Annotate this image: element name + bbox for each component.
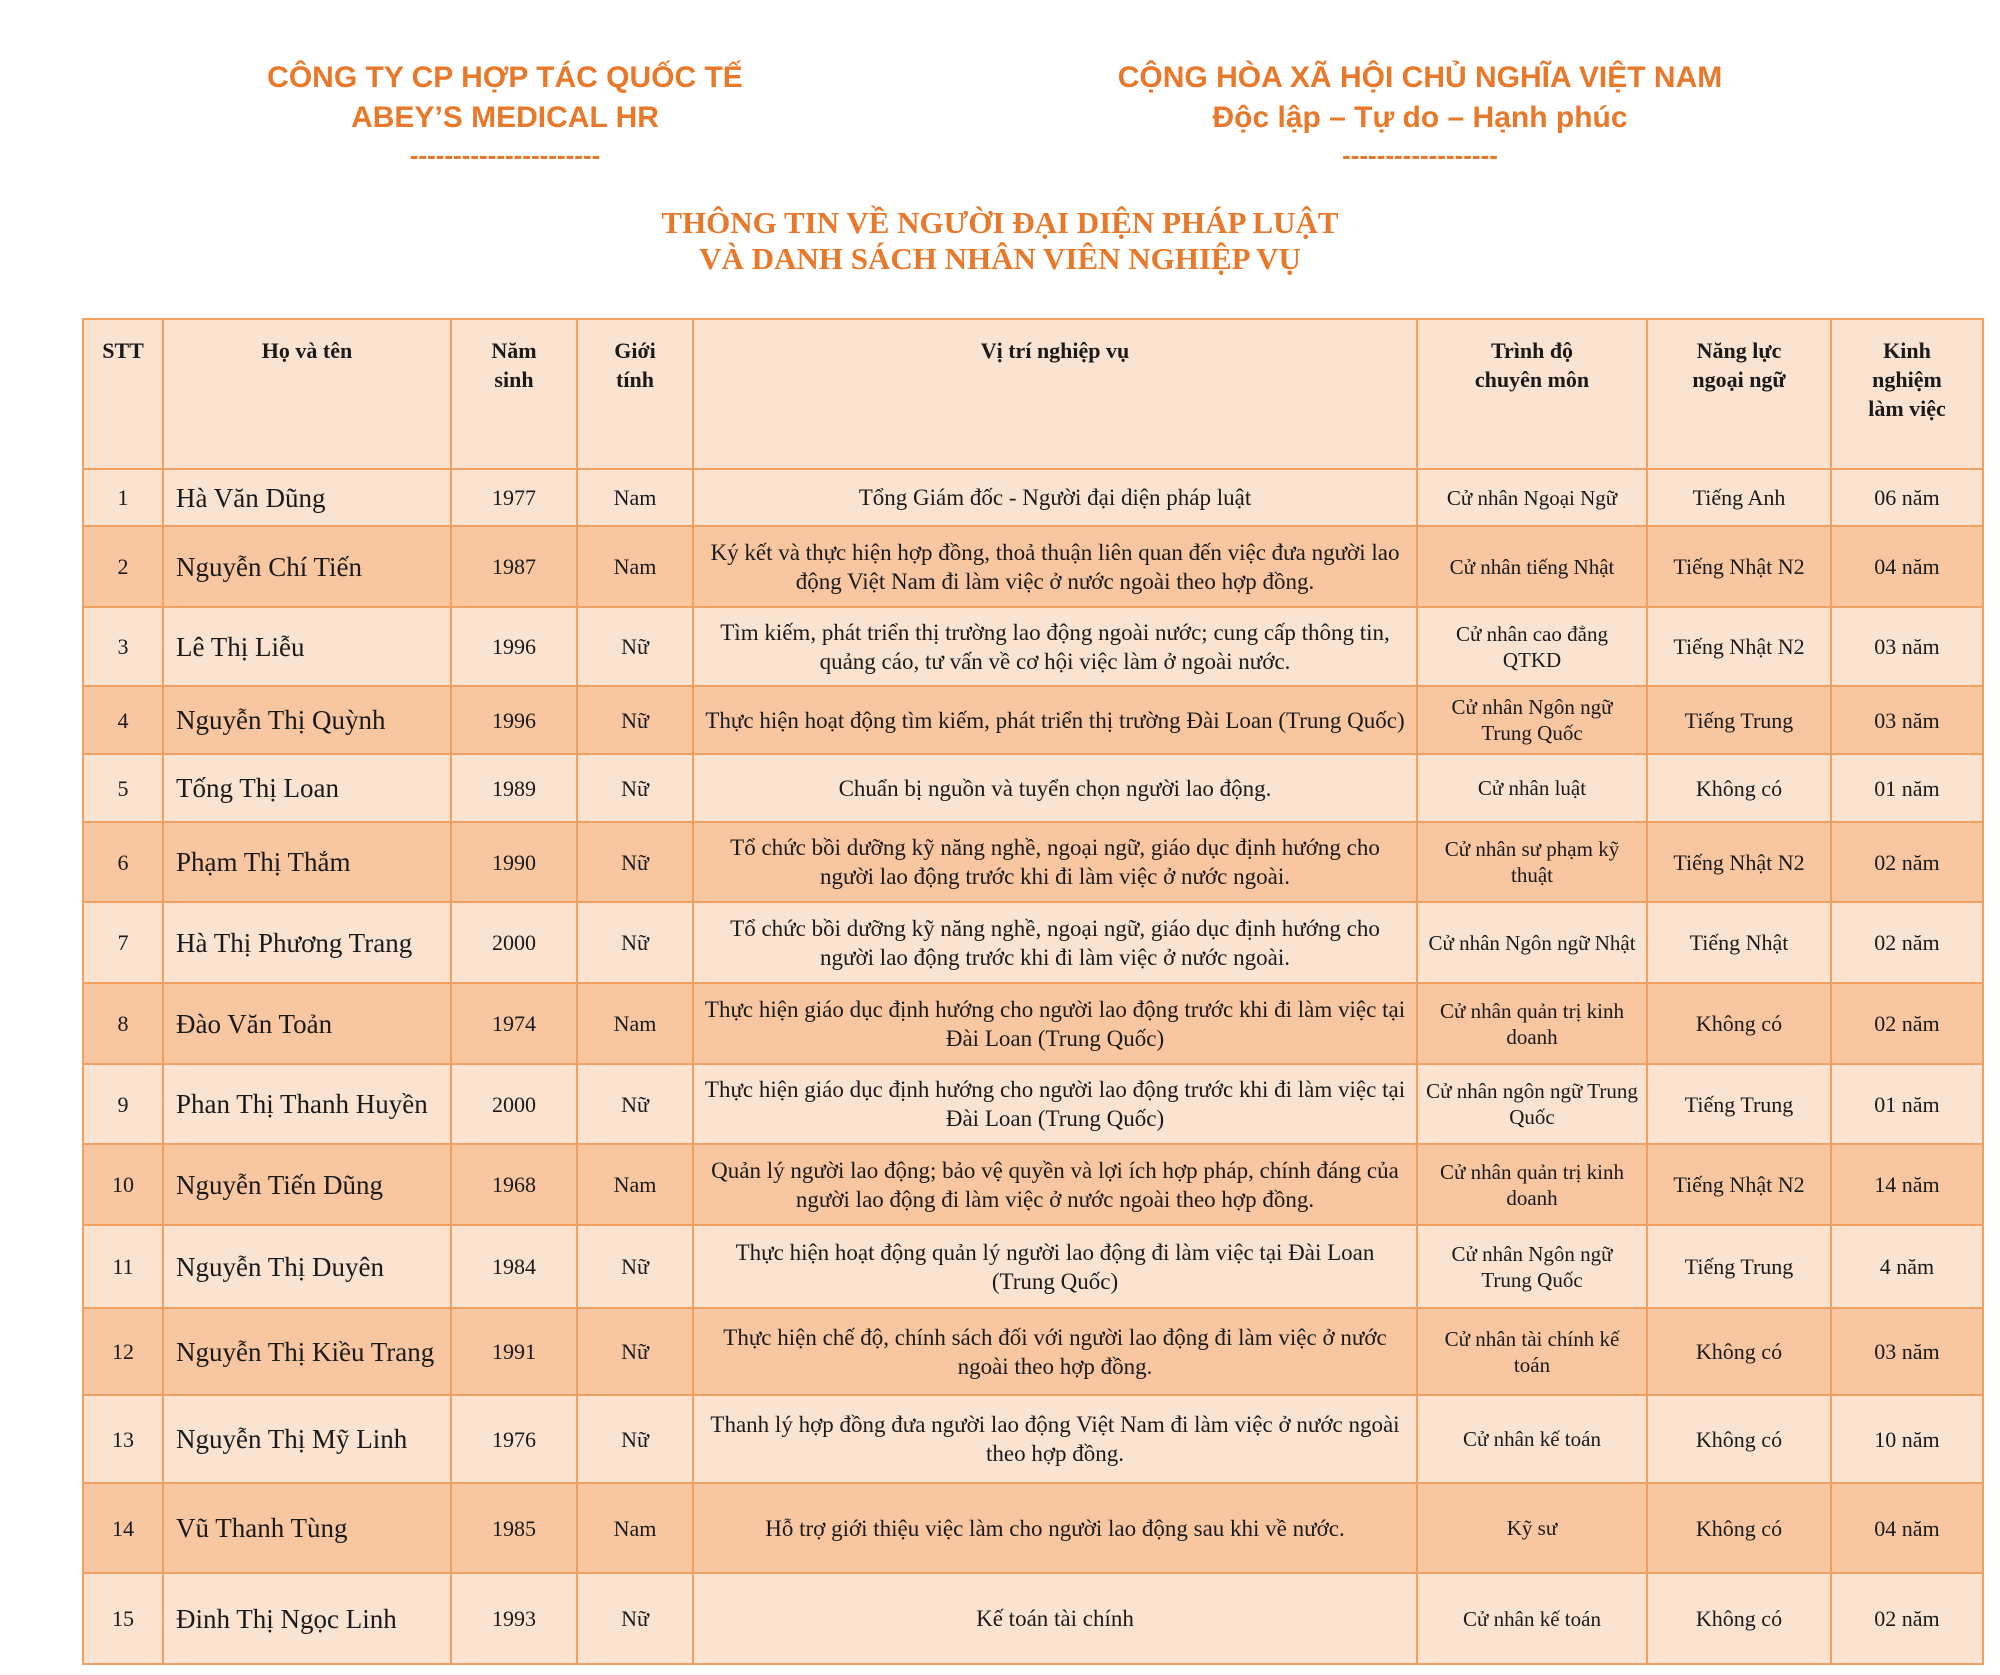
cell-stt: 12 <box>83 1308 163 1395</box>
cell-stt: 11 <box>83 1225 163 1308</box>
cell-birth-year: 1996 <box>451 686 577 754</box>
cell-gender: Nam <box>577 983 693 1064</box>
cell-gender: Nữ <box>577 754 693 822</box>
cell-language: Tiếng Nhật N2 <box>1647 526 1831 607</box>
cell-language: Không có <box>1647 1308 1831 1395</box>
cell-gender: Nữ <box>577 902 693 983</box>
cell-education: Cử nhân tài chính kế toán <box>1417 1308 1647 1395</box>
national-header <box>1060 58 1780 172</box>
table-row <box>83 1225 1983 1308</box>
cell-stt: 4 <box>83 686 163 754</box>
cell-language: Không có <box>1647 1573 1831 1664</box>
cell-position: Tổ chức bồi dưỡng kỹ năng nghề, ngoại ngữ, giáo dục định hướng cho người lao động trước khi đi làm việc ở nước ngoài. <box>693 902 1417 983</box>
cell-education: Cử nhân cao đẳng QTKD <box>1417 607 1647 686</box>
cell-name: Tống Thị Loan <box>163 754 451 822</box>
cell-gender: Nam <box>577 526 693 607</box>
cell-gender: Nữ <box>577 686 693 754</box>
cell-experience: 03 năm <box>1831 686 1983 754</box>
header-position: Vị trí nghiệp vụ <box>693 319 1417 469</box>
table-row <box>83 902 1983 983</box>
company-name: CÔNG TY CP HỢP TÁC QUỐC TẾ <box>267 61 743 94</box>
cell-experience: 01 năm <box>1831 1064 1983 1144</box>
national-motto: Độc lập – Tự do – Hạnh phúc <box>1212 101 1628 134</box>
cell-education: Cử nhân tiếng Nhật <box>1417 526 1647 607</box>
cell-name: Nguyễn Chí Tiến <box>163 526 451 607</box>
header-experience: Kinh nghiệm làm việc <box>1831 319 1983 469</box>
table-row <box>83 1483 1983 1573</box>
cell-position: Thực hiện hoạt động tìm kiếm, phát triển thị trường Đài Loan (Trung Quốc) <box>693 686 1417 754</box>
cell-stt: 15 <box>83 1573 163 1664</box>
cell-language: Không có <box>1647 754 1831 822</box>
cell-position: Thực hiện chế độ, chính sách đối với người lao động đi làm việc ở nước ngoài theo hợp đồng. <box>693 1308 1417 1395</box>
cell-experience: 02 năm <box>1831 902 1983 983</box>
cell-language: Tiếng Trung <box>1647 1064 1831 1144</box>
cell-stt: 9 <box>83 1064 163 1144</box>
table-row <box>83 1144 1983 1225</box>
cell-birth-year: 2000 <box>451 1064 577 1144</box>
cell-experience: 06 năm <box>1831 469 1983 526</box>
cell-gender: Nữ <box>577 1225 693 1308</box>
table-row <box>83 469 1983 526</box>
cell-name: Nguyễn Thị Duyên <box>163 1225 451 1308</box>
cell-birth-year: 1977 <box>451 469 577 526</box>
cell-birth-year: 1993 <box>451 1573 577 1664</box>
cell-experience: 14 năm <box>1831 1144 1983 1225</box>
cell-stt: 1 <box>83 469 163 526</box>
cell-gender: Nữ <box>577 1308 693 1395</box>
header-education: Trình độ chuyên môn <box>1417 319 1647 469</box>
cell-language: Tiếng Nhật <box>1647 902 1831 983</box>
cell-education: Cử nhân Ngôn ngữ Trung Quốc <box>1417 1225 1647 1308</box>
table-row <box>83 822 1983 902</box>
cell-experience: 04 năm <box>1831 1483 1983 1573</box>
cell-gender: Nữ <box>577 822 693 902</box>
table-row <box>83 1064 1983 1144</box>
cell-position: Chuẩn bị nguồn và tuyển chọn người lao động. <box>693 754 1417 822</box>
cell-position: Thực hiện hoạt động quản lý người lao động đi làm việc tại Đài Loan (Trung Quốc) <box>693 1225 1417 1308</box>
cell-experience: 4 năm <box>1831 1225 1983 1308</box>
cell-position: Kế toán tài chính <box>693 1573 1417 1664</box>
company-header <box>170 58 840 172</box>
cell-birth-year: 1984 <box>451 1225 577 1308</box>
cell-experience: 02 năm <box>1831 1573 1983 1664</box>
cell-position: Ký kết và thực hiện hợp đồng, thoả thuận liên quan đến việc đưa người lao động Việt Nam đi làm việc ở nước ngoài theo hợp đồng. <box>693 526 1417 607</box>
table-row <box>83 1395 1983 1483</box>
cell-education: Cử nhân kế toán <box>1417 1573 1647 1664</box>
table-row <box>83 607 1983 686</box>
cell-birth-year: 1989 <box>451 754 577 822</box>
header-name: Họ và tên <box>163 319 451 469</box>
cell-gender: Nam <box>577 469 693 526</box>
table-row <box>83 1308 1983 1395</box>
cell-position: Tìm kiếm, phát triển thị trường lao động ngoài nước; cung cấp thông tin, quảng cáo, tư vấn về cơ hội việc làm ở ngoài nước. <box>693 607 1417 686</box>
cell-birth-year: 2000 <box>451 902 577 983</box>
cell-stt: 7 <box>83 902 163 983</box>
table-row <box>83 526 1983 607</box>
cell-language: Tiếng Trung <box>1647 686 1831 754</box>
national-divider: ------------------ <box>1342 140 1498 170</box>
document-title <box>0 205 2000 277</box>
cell-education: Cử nhân quản trị kinh doanh <box>1417 1144 1647 1225</box>
cell-birth-year: 1990 <box>451 822 577 902</box>
cell-education: Cử nhân ngôn ngữ Trung Quốc <box>1417 1064 1647 1144</box>
cell-education: Cử nhân Ngôn ngữ Trung Quốc <box>1417 686 1647 754</box>
cell-gender: Nữ <box>577 607 693 686</box>
cell-position: Thực hiện giáo dục định hướng cho người lao động trước khi đi làm việc tại Đài Loan (Trung Quốc) <box>693 983 1417 1064</box>
cell-education: Kỹ sư <box>1417 1483 1647 1573</box>
cell-birth-year: 1976 <box>451 1395 577 1483</box>
title-line-2: VÀ DANH SÁCH NHÂN VIÊN NGHIỆP VỤ <box>699 241 1301 276</box>
cell-experience: 02 năm <box>1831 822 1983 902</box>
cell-position: Tổng Giám đốc - Người đại diện pháp luật <box>693 469 1417 526</box>
cell-education: Cử nhân luật <box>1417 754 1647 822</box>
cell-position: Thực hiện giáo dục định hướng cho người lao động trước khi đi làm việc tại Đài Loan (Trung Quốc) <box>693 1064 1417 1144</box>
cell-education: Cử nhân kế toán <box>1417 1395 1647 1483</box>
table-row <box>83 754 1983 822</box>
cell-name: Phan Thị Thanh Huyền <box>163 1064 451 1144</box>
cell-stt: 10 <box>83 1144 163 1225</box>
cell-gender: Nam <box>577 1144 693 1225</box>
cell-stt: 5 <box>83 754 163 822</box>
cell-education: Cử nhân quản trị kinh doanh <box>1417 983 1647 1064</box>
cell-gender: Nữ <box>577 1064 693 1144</box>
cell-language: Tiếng Trung <box>1647 1225 1831 1308</box>
table-row <box>83 686 1983 754</box>
cell-name: Hà Văn Dũng <box>163 469 451 526</box>
staff-table <box>82 318 1984 1665</box>
cell-birth-year: 1985 <box>451 1483 577 1573</box>
cell-gender: Nam <box>577 1483 693 1573</box>
cell-experience: 10 năm <box>1831 1395 1983 1483</box>
cell-stt: 8 <box>83 983 163 1064</box>
cell-birth-year: 1991 <box>451 1308 577 1395</box>
cell-experience: 02 năm <box>1831 983 1983 1064</box>
cell-position: Hỗ trợ giới thiệu việc làm cho người lao động sau khi về nước. <box>693 1483 1417 1573</box>
cell-language: Không có <box>1647 983 1831 1064</box>
cell-stt: 3 <box>83 607 163 686</box>
cell-experience: 01 năm <box>1831 754 1983 822</box>
cell-position: Quản lý người lao động; bảo vệ quyền và lợi ích hợp pháp, chính đáng của người lao động đi làm việc ở nước ngoài theo hợp đồng. <box>693 1144 1417 1225</box>
header-stt: STT <box>83 319 163 469</box>
company-brand: ABEY’S MEDICAL HR <box>351 101 659 134</box>
cell-education: Cử nhân sư phạm kỹ thuật <box>1417 822 1647 902</box>
cell-name: Nguyễn Thị Quỳnh <box>163 686 451 754</box>
cell-language: Tiếng Anh <box>1647 469 1831 526</box>
cell-language: Tiếng Nhật N2 <box>1647 822 1831 902</box>
cell-experience: 03 năm <box>1831 607 1983 686</box>
title-line-1: THÔNG TIN VỀ NGƯỜI ĐẠI DIỆN PHÁP LUẬT <box>661 205 1339 240</box>
table-row <box>83 983 1983 1064</box>
cell-name: Lê Thị Liễu <box>163 607 451 686</box>
cell-education: Cử nhân Ngôn ngữ Nhật <box>1417 902 1647 983</box>
header-language: Năng lực ngoại ngữ <box>1647 319 1831 469</box>
cell-stt: 2 <box>83 526 163 607</box>
cell-name: Nguyễn Thị Kiều Trang <box>163 1308 451 1395</box>
cell-name: Vũ Thanh Tùng <box>163 1483 451 1573</box>
company-divider: ---------------------- <box>409 140 601 170</box>
cell-position: Thanh lý hợp đồng đưa người lao động Việt Nam đi làm việc ở nước ngoài theo hợp đồng. <box>693 1395 1417 1483</box>
header-gender: Giới tính <box>577 319 693 469</box>
cell-experience: 03 năm <box>1831 1308 1983 1395</box>
cell-birth-year: 1996 <box>451 607 577 686</box>
cell-name: Nguyễn Tiến Dũng <box>163 1144 451 1225</box>
cell-birth-year: 1968 <box>451 1144 577 1225</box>
cell-language: Tiếng Nhật N2 <box>1647 1144 1831 1225</box>
cell-stt: 14 <box>83 1483 163 1573</box>
cell-name: Hà Thị Phương Trang <box>163 902 451 983</box>
cell-stt: 6 <box>83 822 163 902</box>
cell-education: Cử nhân Ngoại Ngữ <box>1417 469 1647 526</box>
cell-gender: Nữ <box>577 1573 693 1664</box>
national-name: CỘNG HÒA XÃ HỘI CHỦ NGHĨA VIỆT NAM <box>1117 61 1723 94</box>
cell-position: Tổ chức bồi dưỡng kỹ năng nghề, ngoại ngữ, giáo dục định hướng cho người lao động trước khi đi làm việc ở nước ngoài. <box>693 822 1417 902</box>
cell-language: Tiếng Nhật N2 <box>1647 607 1831 686</box>
table-row <box>83 1573 1983 1664</box>
header-birth-year: Năm sinh <box>451 319 577 469</box>
cell-birth-year: 1974 <box>451 983 577 1064</box>
table-header-row <box>83 319 1983 469</box>
cell-name: Đào Văn Toản <box>163 983 451 1064</box>
cell-stt: 13 <box>83 1395 163 1483</box>
cell-name: Nguyễn Thị Mỹ Linh <box>163 1395 451 1483</box>
cell-name: Đinh Thị Ngọc Linh <box>163 1573 451 1664</box>
cell-language: Không có <box>1647 1483 1831 1573</box>
cell-language: Không có <box>1647 1395 1831 1483</box>
cell-name: Phạm Thị Thắm <box>163 822 451 902</box>
cell-gender: Nữ <box>577 1395 693 1483</box>
cell-birth-year: 1987 <box>451 526 577 607</box>
cell-experience: 04 năm <box>1831 526 1983 607</box>
